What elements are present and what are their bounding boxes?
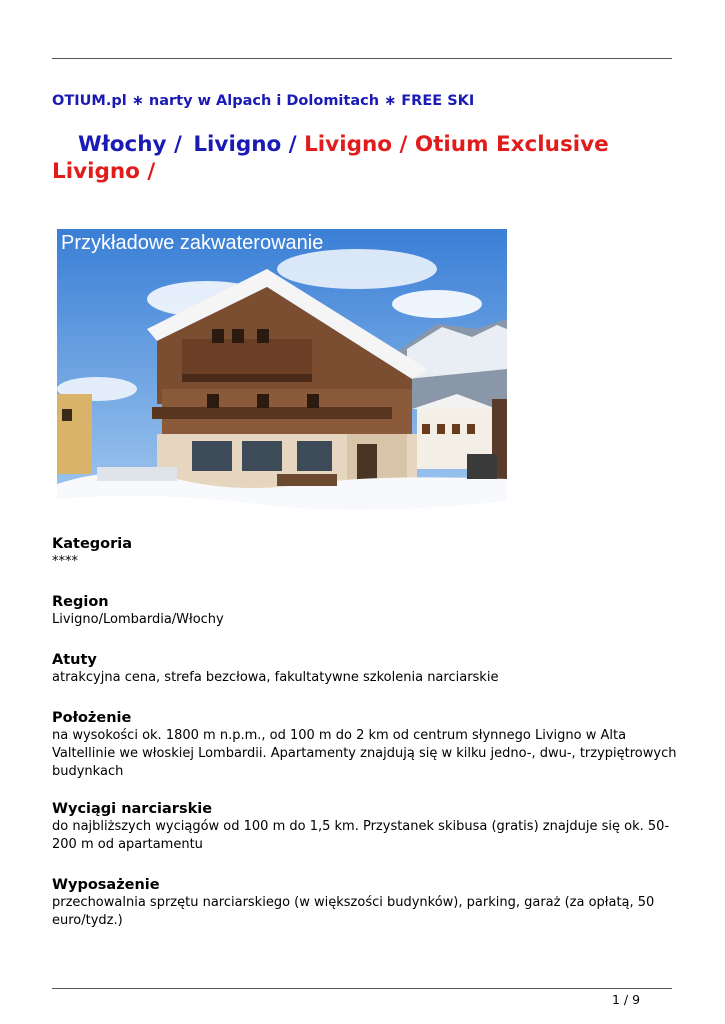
- breadcrumb-item-current: Livigno / Otium Exclusive Livigno /: [52, 132, 609, 184]
- section-text: Livigno/Lombardia/Włochy: [52, 612, 224, 627]
- section-text: ****: [52, 554, 78, 569]
- breadcrumb-item-region[interactable]: Livigno /: [193, 132, 305, 157]
- site-title[interactable]: OTIUM.pl ∗ narty w Alpach i Dolomitach ∗ FREE SKI: [52, 93, 475, 109]
- breadcrumb: [52, 131, 652, 185]
- section-wyposazenie: [52, 876, 692, 930]
- section-heading: Atuty: [52, 652, 97, 668]
- accommodation-photo: [57, 229, 507, 530]
- section-atuty: [52, 651, 692, 687]
- section-heading: Położenie: [52, 710, 132, 726]
- section-text: przechowalnia sprzętu narciarskiego (w większości budynków), parking, garaż (za opłatą, 50 euro/tydz.): [52, 895, 655, 928]
- breadcrumb-item-country[interactable]: Włochy /: [78, 132, 190, 157]
- section-kategoria: [52, 535, 692, 571]
- section-region: [52, 593, 692, 629]
- section-heading: Region: [52, 594, 109, 610]
- footer-rule: [52, 988, 672, 989]
- section-heading: Kategoria: [52, 536, 133, 552]
- photo-caption: Przykładowe zakwaterowanie: [61, 232, 324, 254]
- section-heading: Wyciągi narciarskie: [52, 801, 213, 817]
- section-text: na wysokości ok. 1800 m n.p.m., od 100 m do 2 km od centrum słynnego Livigno w Alta Valtellinie we włoskiej Lombardii. Apartamenty znajdują się w kilku jedno-, dwu-, trzypiętrowych budynkach: [52, 728, 677, 779]
- section-text: do najbliższych wyciągów od 100 m do 1,5 km. Przystanek skibusa (gratis) znajduje się ok. 50-200 m od apartamentu: [52, 819, 670, 852]
- header-rule: [52, 58, 672, 59]
- page-number: 1 / 9: [612, 992, 641, 1007]
- section-wyciagi: [52, 800, 692, 854]
- section-polozenie: [52, 709, 692, 781]
- section-text: atrakcyjna cena, strefa bezcłowa, fakultatywne szkolenia narciarskie: [52, 670, 499, 685]
- section-heading: Wyposażenie: [52, 877, 160, 893]
